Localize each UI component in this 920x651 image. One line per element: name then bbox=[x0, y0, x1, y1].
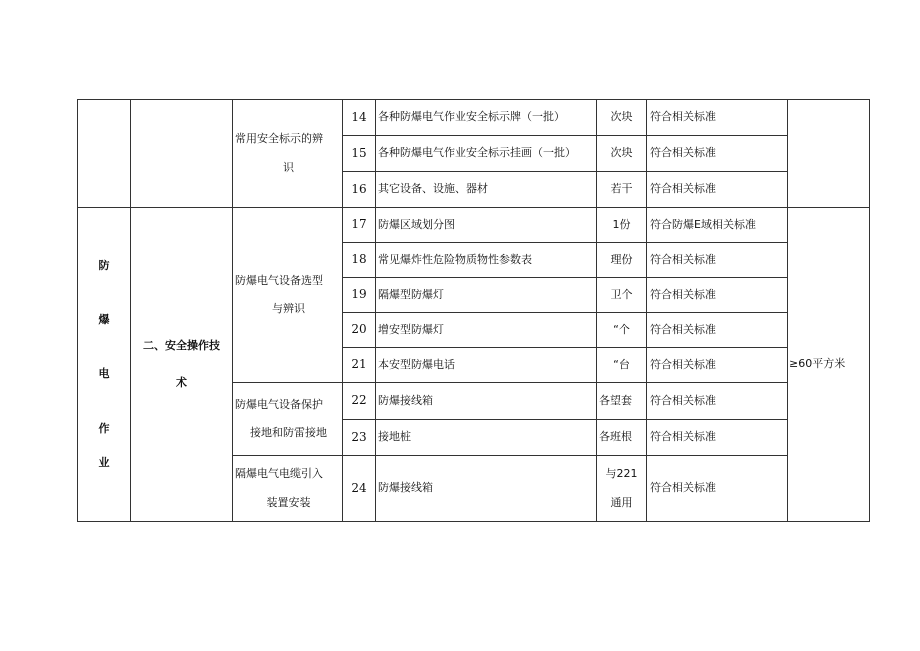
category-char: 防 bbox=[98, 258, 110, 272]
row-standard: 符合相关标准 bbox=[647, 383, 788, 420]
row-standard: 符合相关标准 bbox=[647, 136, 788, 172]
row-number: 15 bbox=[343, 136, 376, 172]
group-label-line-2: 与辨识 bbox=[272, 302, 305, 315]
category-char: 电 bbox=[98, 367, 110, 381]
category-char: 作 bbox=[98, 421, 110, 435]
row-item: 本安型防爆电话 bbox=[376, 348, 597, 383]
row-item: 增安型防爆灯 bbox=[376, 313, 597, 348]
row-standard: 符合相关标准 bbox=[647, 456, 788, 522]
group-label-safety-signs bbox=[233, 100, 343, 208]
row-item: 各种防爆电气作业安全标示牌（一批） bbox=[376, 100, 597, 136]
group-label-line-2: 接地和防雷接地 bbox=[250, 426, 327, 439]
blank-category-cell bbox=[78, 100, 131, 208]
category-char: 爆 bbox=[98, 313, 110, 327]
row-standard: 符合相关标准 bbox=[647, 278, 788, 313]
row-item: 接地桩 bbox=[376, 420, 597, 456]
area-cell: ≥60平方米 bbox=[788, 208, 870, 522]
row-item: 各种防爆电气作业安全标示挂画（一批） bbox=[376, 136, 597, 172]
category-char: 业 bbox=[98, 455, 110, 469]
blank-area-cell bbox=[788, 100, 870, 208]
blank-section-cell bbox=[131, 100, 233, 208]
row-standard: 符合相关标准 bbox=[647, 172, 788, 208]
row-unit: 各望套 bbox=[597, 383, 647, 420]
section-cell bbox=[131, 208, 233, 522]
row-item: 防爆接线箱 bbox=[376, 383, 597, 420]
row-standard: 符合相关标准 bbox=[647, 348, 788, 383]
row-unit-multiline bbox=[597, 456, 647, 522]
category-cell bbox=[78, 208, 131, 522]
row-number: 21 bbox=[343, 348, 376, 383]
row-standard: 符合相关标准 bbox=[647, 313, 788, 348]
row-number: 16 bbox=[343, 172, 376, 208]
row-standard: 符合相关标准 bbox=[647, 420, 788, 456]
row-item: 其它设备、设施、器材 bbox=[376, 172, 597, 208]
row-unit: 若干 bbox=[597, 172, 647, 208]
row-unit: 理份 bbox=[597, 243, 647, 278]
row-number: 23 bbox=[343, 420, 376, 456]
equipment-table bbox=[77, 99, 870, 522]
group-label-line-1: 常用安全标示的辨 bbox=[235, 132, 323, 146]
row-item: 隔爆型防爆灯 bbox=[376, 278, 597, 313]
row-unit: “个 bbox=[597, 313, 647, 348]
row-number: 19 bbox=[343, 278, 376, 313]
row-unit: 次块 bbox=[597, 100, 647, 136]
row-standard: 符合相关标准 bbox=[647, 243, 788, 278]
row-unit: 1份 bbox=[597, 208, 647, 243]
row-number: 20 bbox=[343, 313, 376, 348]
row-unit: 次块 bbox=[597, 136, 647, 172]
group-label-line-2: 装置安装 bbox=[266, 495, 311, 509]
row-number: 14 bbox=[343, 100, 376, 136]
row-item: 防爆接线箱 bbox=[376, 456, 597, 522]
group-label-line-1: 防爆电气设备选型 bbox=[235, 273, 323, 287]
row-unit: 卫个 bbox=[597, 278, 647, 313]
row-number: 17 bbox=[343, 208, 376, 243]
row-number: 18 bbox=[343, 243, 376, 278]
row-standard: 符合相关标准 bbox=[647, 100, 788, 136]
group-label-line-2: 识 bbox=[283, 160, 294, 174]
row-number: 24 bbox=[343, 456, 376, 522]
group-label-cable-entry bbox=[233, 456, 343, 522]
row-number: 22 bbox=[343, 383, 376, 420]
row-unit: “台 bbox=[597, 348, 647, 383]
group-label-line-1: 防爆电气设备保护 bbox=[235, 397, 323, 411]
group-label-grounding bbox=[233, 383, 343, 456]
row-item: 常见爆炸性危险物质物性参数表 bbox=[376, 243, 597, 278]
row-item: 防爆区域划分图 bbox=[376, 208, 597, 243]
row-standard: 符合防爆E域相关标准 bbox=[647, 208, 788, 243]
group-label-line-1: 隔爆电气电缆引入 bbox=[235, 467, 323, 481]
row-unit: 各班根 bbox=[597, 420, 647, 456]
section-title-line-2: 术 bbox=[176, 375, 187, 389]
row-unit-line-2: 通用 bbox=[610, 495, 633, 509]
group-label-equipment-selection bbox=[233, 208, 343, 383]
row-unit-line-1: 与221 bbox=[605, 467, 638, 481]
section-title-line-1: 二、安全操作技 bbox=[143, 339, 220, 353]
